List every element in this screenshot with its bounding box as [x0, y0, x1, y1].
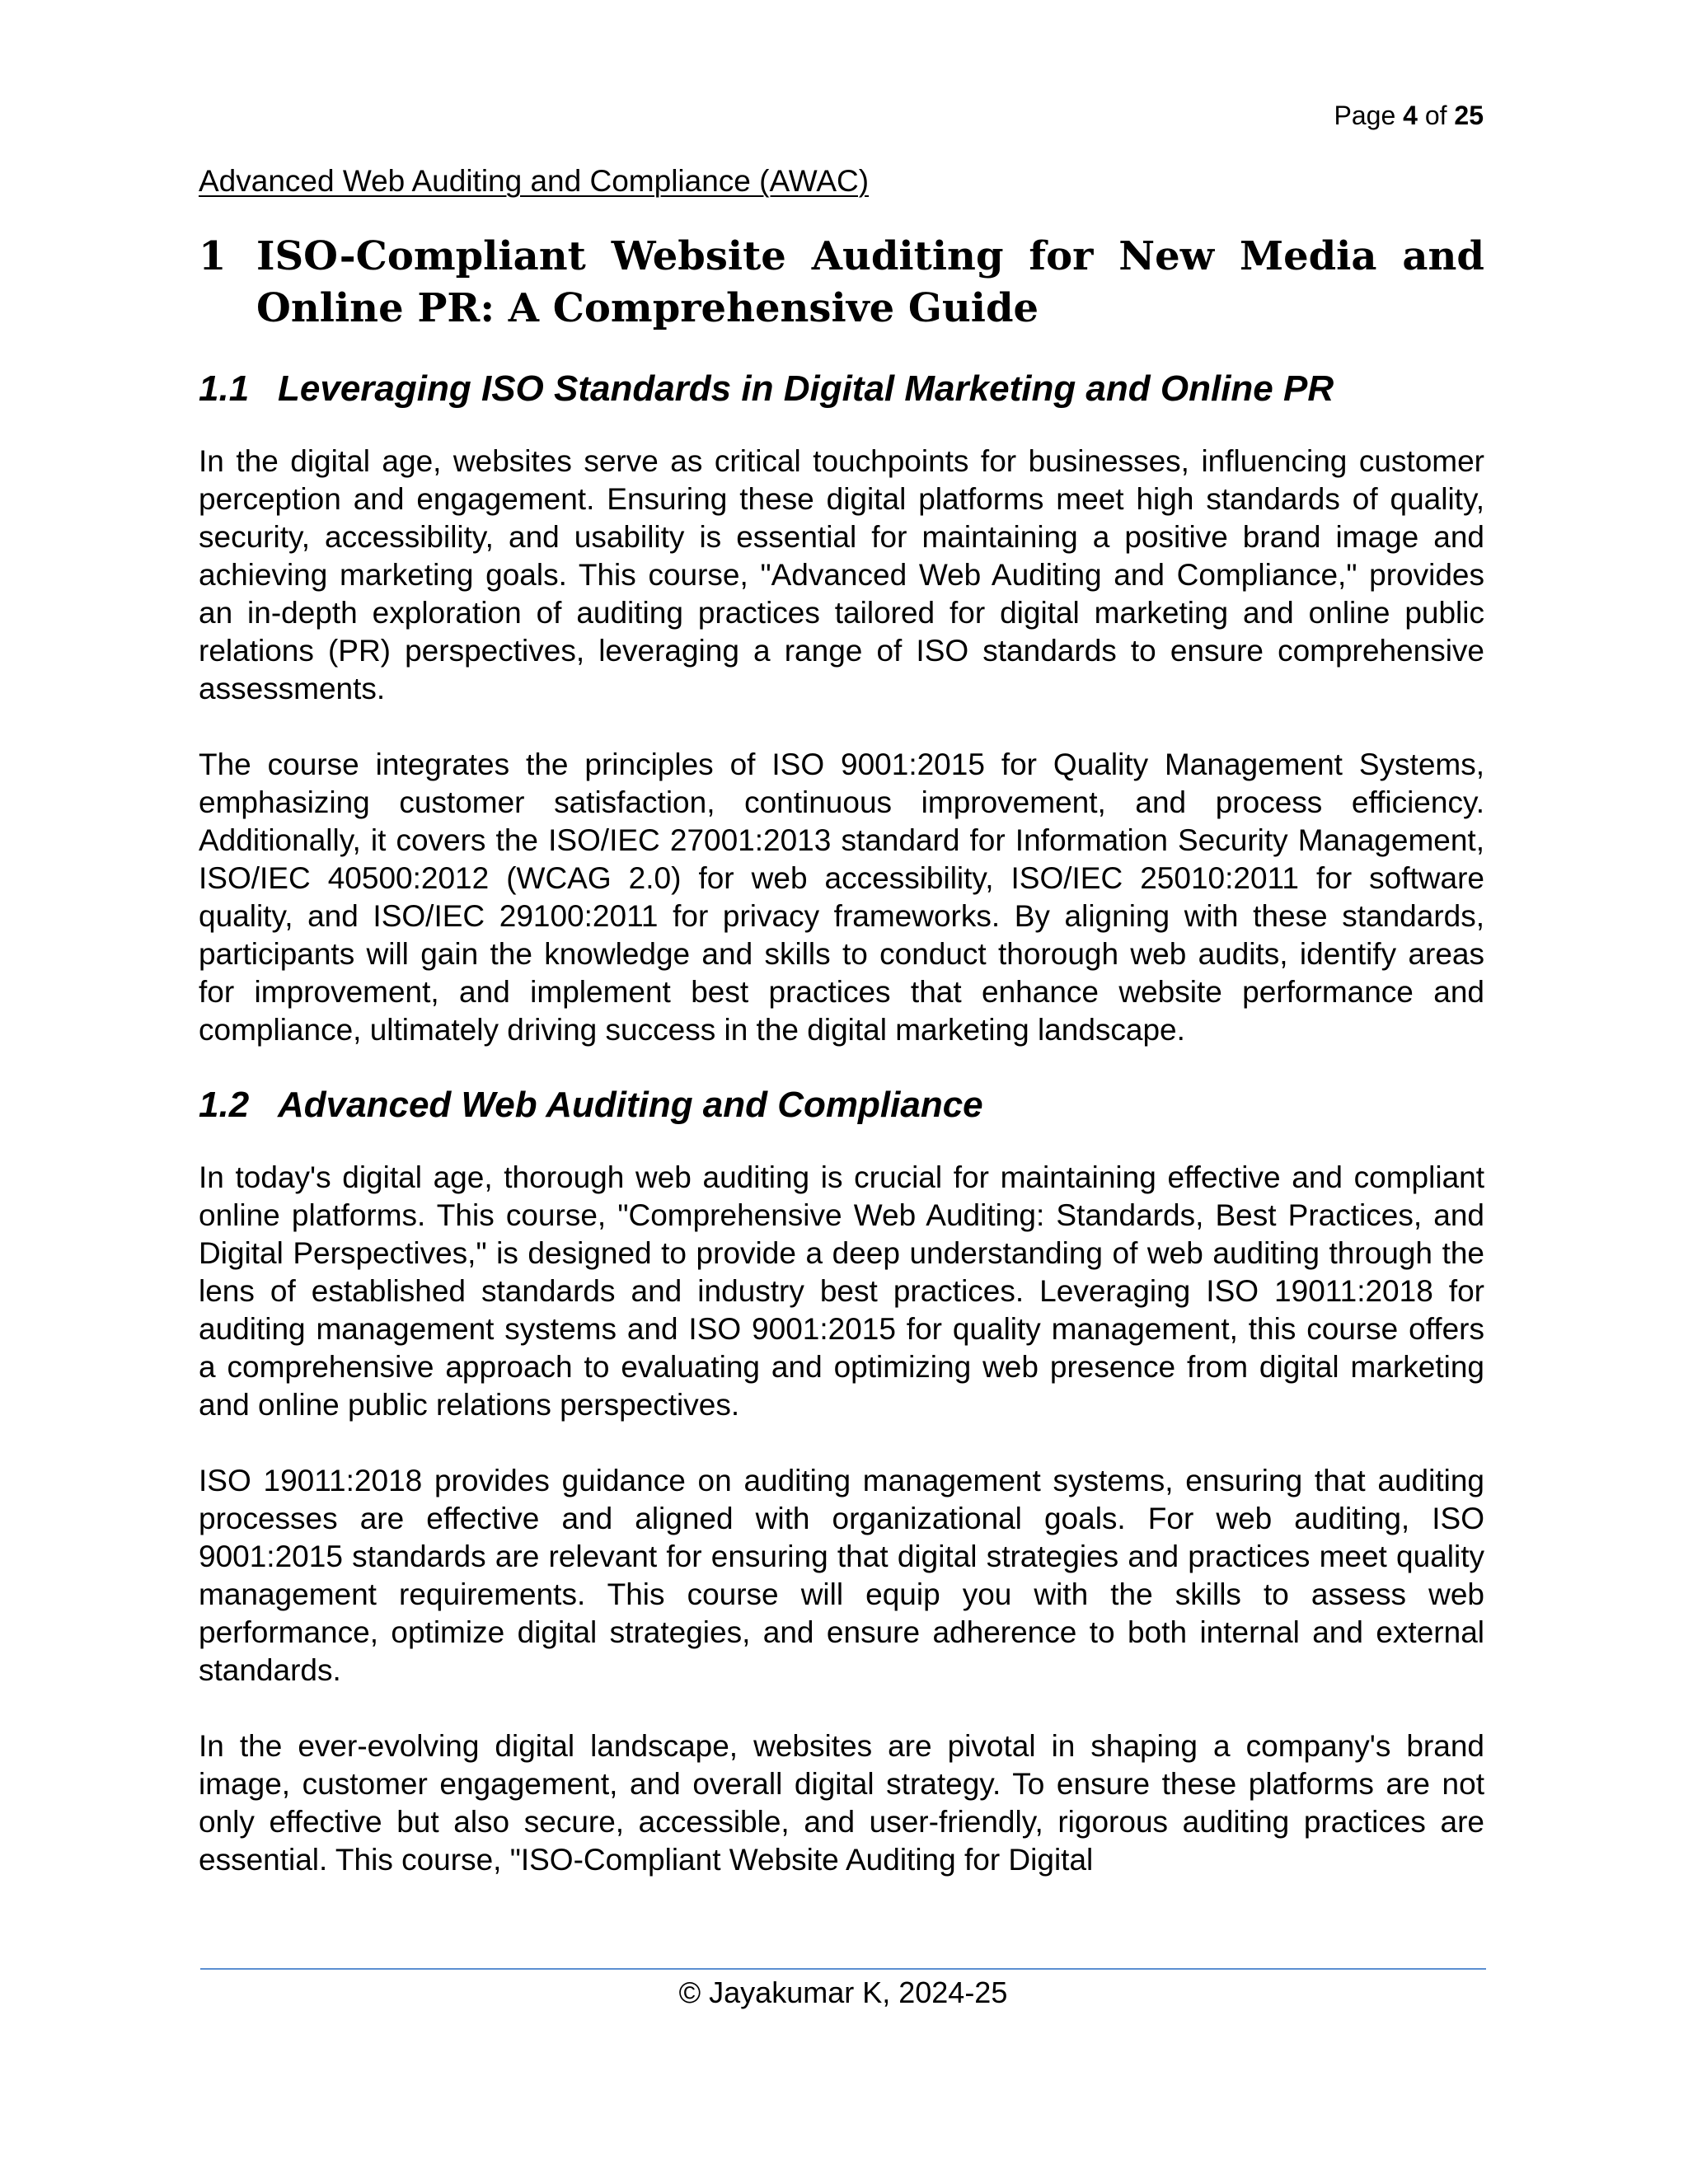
chapter-number: 1 — [199, 233, 227, 279]
page-separator: of — [1424, 101, 1447, 130]
section-number: 1.2 — [199, 1085, 250, 1125]
total-pages: 25 — [1454, 101, 1484, 130]
current-page: 4 — [1403, 101, 1418, 130]
paragraph: In the ever-evolving digital landscape, websites are pivotal in shaping a company's brand image, customer engagement, and overall digital strategy. To ensure these platforms are not only effective but also secure, accessible, and user-friendly, rigorous auditing practices are essential. This course, "ISO-Compliant Website Auditing for Digital — [199, 1729, 1484, 1877]
section-title: Advanced Web Auditing and Compliance — [278, 1085, 983, 1125]
chapter-heading — [199, 231, 1484, 335]
footer-divider — [200, 1968, 1486, 1970]
section-number: 1.1 — [199, 368, 250, 409]
paragraph: In today's digital age, thorough web auditing is crucial for maintaining effective and compliant online platforms. This course, "Comprehensive Web Auditing: Standards, Best Practices, and Digital Perspectives," is designed to provide a deep understanding of web auditing through the lens of established standards and industry best practices. Leveraging ISO 19011:2018 for auditing management systems and ISO 9001:2015 for quality management, this course offers a comprehensive approach to evaluating and optimizing web presence from digital marketing and online public relations perspectives. — [199, 1160, 1484, 1422]
paragraph: ISO 19011:2018 provides guidance on auditing management systems, ensuring that auditing processes are effective and aligned with organizational goals. For web auditing, ISO 9001:2015 standards are relevant for ensuring that digital strategies and practices meet quality management requirements. This course will equip you with the skills to assess web performance, optimize digital strategies, and ensure adherence to both internal and external standards. — [199, 1464, 1484, 1687]
section-title: Leveraging ISO Standards in Digital Marketing and Online PR — [278, 368, 1334, 409]
page-label: Page — [1334, 101, 1396, 130]
page-body — [199, 231, 1484, 1879]
running-header: Advanced Web Auditing and Compliance (AWAC) — [199, 164, 870, 198]
section-heading-1-2 — [199, 1084, 1484, 1127]
footer-copyright: © Jayakumar K, 2024-25 — [678, 1975, 1008, 2009]
page-number — [1334, 99, 1484, 132]
paragraph: The course integrates the principles of ISO 9001:2015 for Quality Management Systems, emphasizing customer satisfaction, continuous improvement, and process efficiency. Additionally, it covers the ISO/IEC 27001:2013 standard for Information Security Management, ISO/IEC 40500:2012 (WCAG 2.0) for web accessibility, ISO/IEC 25010:2011 for software quality, and ISO/IEC 29100:2011 for privacy frameworks. By aligning with these standards, participants will gain the knowledge and skills to conduct thorough web audits, identify areas for improvement, and implement best practices that enhance website performance and compliance, ultimately driving success in the digital marketing landscape. — [199, 748, 1484, 1047]
section-heading-1-1 — [199, 368, 1484, 410]
paragraph: In the digital age, websites serve as critical touchpoints for businesses, influencing customer perception and engagement. Ensuring these digital platforms meet high standards of quality, security, accessibility, and usability is essential for maintaining a positive brand image and achieving marketing goals. This course, "Advanced Web Auditing and Compliance," provides an in-depth exploration of auditing practices tailored for digital marketing and online public relations (PR) perspectives, leveraging a range of ISO standards to ensure comprehensive assessments. — [199, 444, 1484, 705]
chapter-title: ISO-Compliant Website Auditing for New Media and Online PR: A Comprehensive Guide — [256, 233, 1484, 331]
